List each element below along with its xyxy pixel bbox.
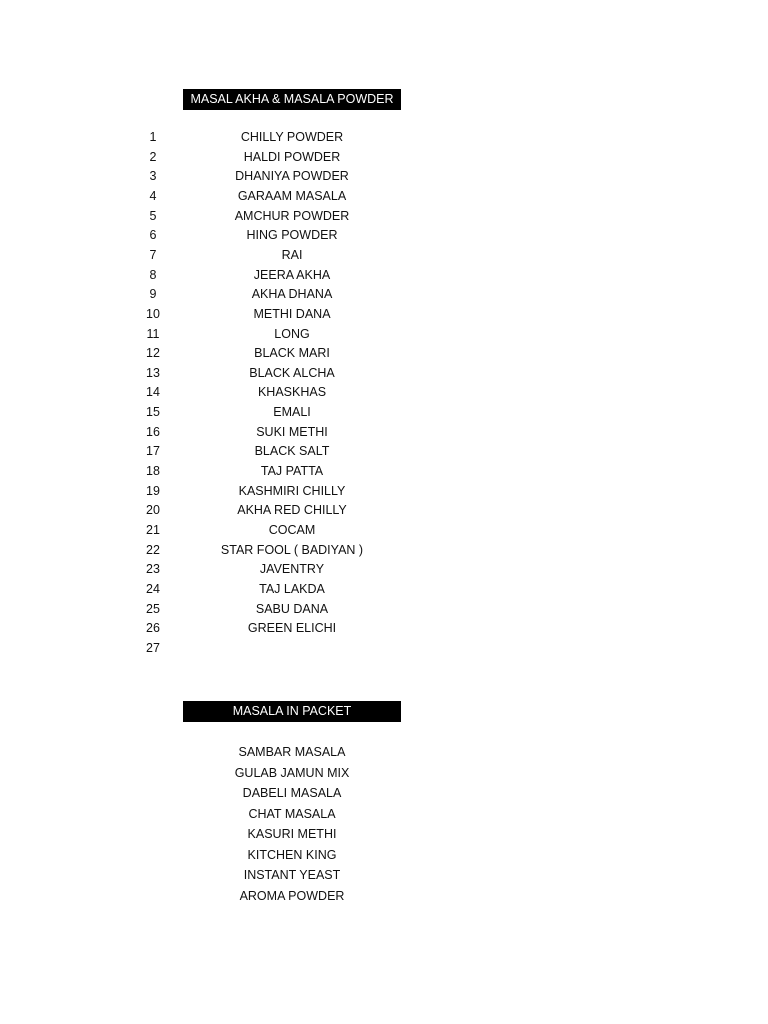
row-item-name: CHILLY POWDER: [240, 130, 344, 144]
row-number: 27: [146, 640, 160, 655]
masala-in-packet-list: [0, 742, 768, 912]
list-row: [0, 763, 768, 784]
list-row: [0, 783, 768, 804]
row-item-name: HALDI POWDER: [243, 149, 341, 164]
row-number: 7: [149, 247, 157, 262]
row-number: 16: [146, 424, 160, 439]
row-item-name: AKHA RED CHILLY: [237, 503, 347, 518]
row-number: 8: [149, 267, 157, 282]
row-number: 14: [146, 385, 160, 400]
row-item-name: TAJ PATTA: [260, 464, 324, 479]
row-number: 10: [146, 306, 160, 321]
row-item-name: COCAM: [268, 523, 316, 537]
list-row: [0, 364, 768, 384]
row-item-name: SAMBAR MASALA: [238, 745, 346, 759]
list-row: [0, 824, 768, 845]
row-item-name: SUKI METHI: [256, 424, 328, 439]
list-row: [0, 619, 768, 639]
row-number: 4: [149, 188, 157, 203]
row-item-name: STAR FOOL ( BADIYAN ): [220, 542, 364, 557]
section-header-masala-powder: MASAL AKHA & MASALA POWDER: [183, 89, 401, 110]
row-number: 23: [146, 562, 160, 577]
list-row: [0, 128, 768, 148]
row-item-name: KASHMIRI CHILLY: [238, 483, 346, 498]
list-row: [0, 344, 768, 364]
list-row: [0, 325, 768, 345]
list-row: [0, 501, 768, 521]
row-item-name: JEERA AKHA: [253, 267, 331, 282]
row-item-name: DHANIYA POWDER: [235, 169, 349, 184]
list-row: [0, 560, 768, 580]
row-item-name: AMCHUR POWDER: [234, 208, 350, 223]
row-number: 15: [146, 405, 160, 420]
row-item-name: KITCHEN KING: [247, 847, 337, 862]
row-number: 6: [149, 228, 157, 243]
list-row: [0, 521, 768, 541]
row-number: 3: [149, 169, 157, 184]
row-item-name: AKHA DHANA: [251, 287, 333, 302]
row-item-name: METHI DANA: [253, 306, 331, 321]
list-row: [0, 482, 768, 502]
row-number: 18: [146, 464, 160, 479]
row-number: 26: [146, 621, 160, 636]
list-row: [0, 246, 768, 266]
row-number: 11: [146, 326, 160, 341]
row-number: 19: [146, 483, 160, 498]
list-row: [0, 600, 768, 620]
row-number: 5: [149, 208, 157, 223]
row-item-name: GREEN ELICHI: [247, 621, 337, 636]
row-number: 17: [146, 444, 160, 459]
row-item-name: AROMA POWDER: [239, 888, 345, 903]
row-item-name: BLACK MARI: [254, 346, 330, 361]
row-number: 25: [146, 601, 160, 616]
row-number: 9: [149, 287, 157, 302]
row-item-name: RAI: [281, 247, 303, 262]
section-header-masala-in-packet: MASALA IN PACKET: [183, 701, 401, 722]
row-item-name: TAJ LAKDA: [259, 581, 325, 596]
list-row: [0, 403, 768, 423]
row-item-name: LONG: [274, 326, 310, 341]
row-number: 1: [149, 130, 157, 144]
list-row: [0, 865, 768, 886]
list-row: [0, 442, 768, 462]
list-row: [0, 285, 768, 305]
list-row: [0, 580, 768, 600]
row-item-name: SABU DANA: [255, 601, 329, 616]
row-number: 21: [146, 523, 160, 537]
list-row: [0, 742, 768, 763]
list-row: [0, 187, 768, 207]
list-row: [0, 886, 768, 907]
row-number: 2: [149, 149, 157, 164]
list-row: [0, 383, 768, 403]
row-item-name: HING POWDER: [246, 228, 338, 243]
row-item-name: KASURI METHI: [247, 827, 337, 841]
row-item-name: KHASKHAS: [257, 385, 327, 400]
row-number: 22: [146, 542, 160, 557]
list-row: [0, 305, 768, 325]
list-row: [0, 266, 768, 286]
row-number: 13: [146, 365, 160, 380]
list-row: [0, 226, 768, 246]
masala-powder-list: [0, 128, 768, 663]
list-row: [0, 167, 768, 187]
row-number: 20: [146, 503, 160, 518]
list-row: [0, 639, 768, 659]
row-item-name: INSTANT YEAST: [243, 868, 341, 882]
row-item-name: GARAAM MASALA: [237, 188, 347, 203]
row-item-name: GULAB JAMUN MIX: [234, 765, 350, 780]
row-item-name: EMALI: [273, 405, 311, 420]
list-row: [0, 541, 768, 561]
list-row: [0, 148, 768, 168]
row-number: 12: [146, 346, 160, 361]
list-row: [0, 462, 768, 482]
row-item-name: JAVENTRY: [259, 562, 325, 577]
list-row: [0, 207, 768, 227]
row-item-name: BLACK ALCHA: [249, 365, 335, 380]
row-item-name: CHAT MASALA: [248, 806, 336, 821]
row-item-name: DABELI MASALA: [242, 786, 342, 800]
list-row: [0, 423, 768, 443]
row-item-name: BLACK SALT: [254, 444, 330, 459]
list-row: [0, 845, 768, 866]
list-row: [0, 804, 768, 825]
row-number: 24: [146, 581, 160, 596]
